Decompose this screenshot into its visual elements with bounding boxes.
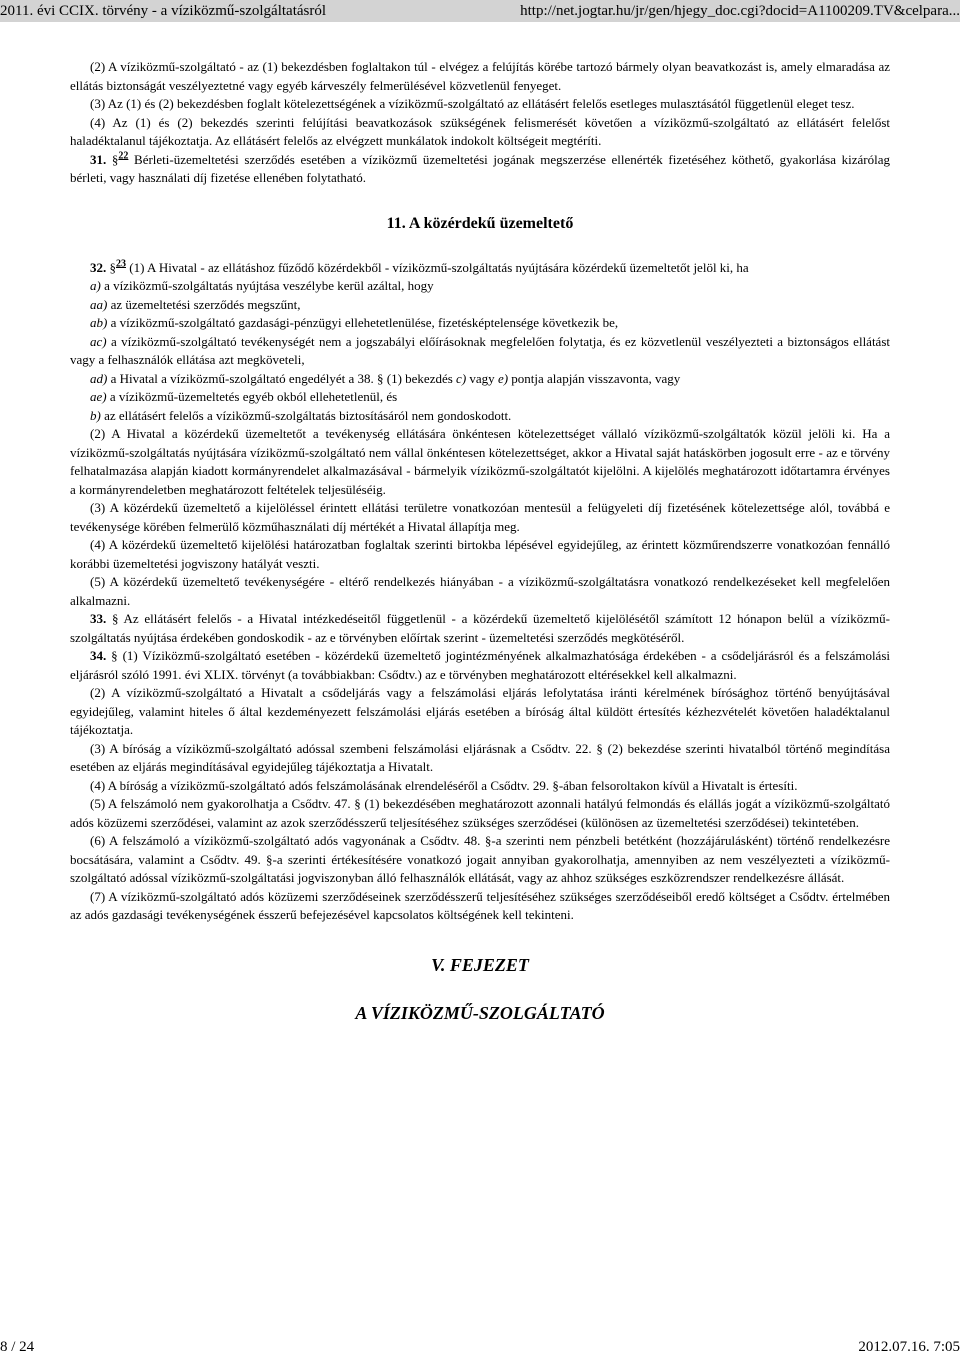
paragraph-34-2: (2) A víziközmű-szolgáltató a Hivatalt a csődeljárás vagy a felszámolási eljárás lefolytatása iránti kérelmének bírósághoz történő benyújtásával egyidejűleg, valamint hiteles ő által kezdeményezett felszámolási eljárás esetében a bíróság által küldött értesítés kézhezvételét követően haladéktalanul tájékoztatja.	[70, 685, 890, 737]
point-text: a Hivatal a víziközmű-szolgáltató engedélyét a 38. § (1) bekezdés	[107, 370, 457, 386]
section-text: Bérleti-üzemeltetési szerződés esetében a víziközmű üzemeltetési jogának megszerzése ellenérték fizetéséhez köthető, gyakorlása kizárólag bérleti, vagy használati díj fizetése ellenében folytatható.	[70, 151, 890, 185]
point-text: a víziközmű-szolgáltató gazdasági-pénzügyi ellehetetlenülése, fizetésképtelensége következik be,	[107, 315, 619, 330]
point-text: vagy	[466, 370, 498, 386]
point-text: pontja alapján visszavonta, vagy	[508, 370, 681, 386]
document-body	[70, 58, 890, 1025]
point-a	[70, 277, 890, 296]
section-33	[70, 610, 890, 647]
section-symbol: §	[109, 259, 116, 275]
section-31	[70, 151, 890, 188]
paragraph-34-3: (3) A bíróság a víziközmű-szolgáltató adóssal szembeni felszámolási eljárásnak a Csődtv. 22. § (2) bekezdése szerinti hivatalból történő megindítása esetében az eljárás megindításával egyidejűleg tájékoztatja a Hivatalt.	[70, 740, 890, 774]
section-number: 31.	[90, 151, 107, 167]
paragraph-32-4: (4) A közérdekű üzemeltető kijelölési határozatban foglaltak szerinti birtokba lépésével egyidejűleg, az érintett közműrendszerre vonatkozóan fennálló korábbi üzemeltetési jogviszony hatályát veszti.	[70, 537, 890, 571]
point-marker: ae)	[90, 389, 107, 404]
section-number: 32.	[90, 259, 107, 275]
point-marker: ad)	[90, 370, 108, 386]
section-text: § Az ellátásért felelős - a Hivatal intézkedéseitől függetlenül - a közérdekű üzemeltető kijelölésétől számított 12 hónapon belül a víziközmű-szolgáltatás nyújtása érdekében gondoskodik - az e törvényben előírtak szerint - üzemeltetési szerződés megkötéséről.	[70, 611, 890, 645]
point-ref-c: c)	[456, 370, 467, 386]
section-number: 34.	[90, 648, 107, 663]
paragraph-34-6: (6) A felszámoló a víziközmű-szolgáltató adós vagyonának a Csődtv. 48. §-a szerinti nem pénzbeli betétként (hozzájárulásként) történő rendelkezésre bocsátására, valamint a Csődtv. 49. §-a szerinti értékesítésére vonatkozó jogait annyiban gyakorolhatja, amennyiben az nem veszélyezteti a víziközmű-szolgáltató adóssal víziközmű-szolgáltatási jogviszonyban álló felhasználók ellátását, vagy az ahhoz szükséges eszközrendszer rendelkezésre állását.	[70, 833, 890, 885]
point-ref-e: e)	[497, 370, 509, 386]
chapter-title: A VÍZIKÖZMŰ-SZOLGÁLTATÓ	[355, 1002, 605, 1023]
point-marker: b)	[90, 407, 101, 423]
paragraph-32-5: (5) A közérdekű üzemeltető tevékenységére - eltérő rendelkezés hiányában - a víziközmű-szolgáltatásra vonatkozó rendelkezéseket kell megfelelően alkalmazni.	[70, 574, 890, 608]
subheading-11: 11. A közérdekű üzemeltető	[386, 214, 574, 232]
footnote-link[interactable]: 23	[116, 258, 126, 270]
point-ad	[70, 370, 890, 389]
point-text: az üzemeltetési szerződés megszűnt,	[107, 296, 301, 312]
section-34-1	[70, 647, 890, 684]
paragraph-30-3: (3) Az (1) és (2) bekezdésben foglalt kötelezettségének a víziközmű-szolgáltató az ellátásért felelős esetleges mulasztásától függetlenül eleget tesz.	[90, 96, 855, 111]
header-url: http://net.jogtar.hu/jr/gen/hjegy_doc.cgi?docid=A1100209.TV&celpara...	[520, 3, 960, 19]
section-number: 33.	[90, 611, 107, 626]
section-text: § (1) Víziközmű-szolgáltató esetében - közérdekű üzemeltető jogintézményének alkalmazhatósága érdekében - a csődeljárásról és a felszámolási eljárásról szóló 1991. évi XLIX. törvényt (a továbbiakban: Csődtv.) az e törvényben meghatározott eltérésekkel kell alkalmazni.	[70, 648, 890, 682]
page-header	[0, 0, 960, 22]
section-text: (1) A Hivatal - az ellátáshoz fűződő közérdekből - víziközmű-szolgáltatás nyújtására közérdekű üzemeltetőt jelöl ki, ha	[126, 259, 749, 275]
chapter-number: V. FEJEZET	[431, 954, 529, 975]
point-ac	[70, 333, 890, 370]
section-symbol: §	[111, 151, 119, 167]
point-ae	[70, 388, 890, 407]
page-number: 8 / 24	[0, 1339, 35, 1355]
header-document-title: 2011. évi CCIX. törvény - a víziközmű-szolgáltatásról	[0, 3, 327, 19]
point-marker: aa)	[90, 296, 108, 312]
paragraph-32-3: (3) A közérdekű üzemeltető a kijelöléssel érintett ellátási területre vonatkozóan mentesül a felügyeleti díj fizetésének kötelezettsége alól, továbbá e tevékenysége körében felmerülő közműhasználati díj mértékét a Hivatal állapítja meg.	[70, 500, 890, 534]
paragraph-30-2: (2) A víziközmű-szolgáltató - az (1) bekezdésben foglaltakon túl - elvégez a felújítás körébe tartozó bármely olyan beavatkozást is, amely elmaradása az ellátás biztonságát veszélyeztetné vagy egyéb kárveszély felmerülésével közvetlenül fenyeget.	[70, 59, 890, 93]
paragraph-34-5: (5) A felszámoló nem gyakorolhatja a Csődtv. 47. § (1) bekezdésében meghatározott azonnali hatályú felmondás és elállás jogát a víziközmű-szolgáltató adós közüzemi szerződései, valamint az azok szerződésszerű teljesítéséhez szükséges szerződései (különösen az üzemeltetési szerződései) tekintetében.	[70, 796, 890, 830]
point-b	[70, 407, 890, 426]
point-text: az ellátásért felelős a víziközmű-szolgáltatás biztosításáról nem gondoskodott.	[100, 407, 512, 423]
point-marker: ac)	[90, 333, 107, 349]
paragraph-34-7: (7) A víziközmű-szolgáltató adós közüzemi szerződéseinek szerződésszerű teljesítéséhez szükséges szerződéseiből eredő költséget a Csődtv. értelmében az adós gazdasági tevékenységének ésszerű befejezésével kapcsolatos költségének kell tekinteni.	[70, 888, 890, 922]
paragraph-34-4: (4) A bíróság a víziközmű-szolgáltató adós felszámolásának elrendeléséről a Csődtv. 29. §-ában felsoroltakon kívül a Hivatalt is értesíti.	[90, 777, 798, 793]
footnote-link[interactable]: 22	[118, 150, 129, 162]
point-marker: ab)	[90, 315, 108, 330]
point-marker: a)	[90, 278, 101, 293]
point-text: a víziközmű-szolgáltató tevékenységét nem a jogszabályi előírásoknak megfelelően folytatja, és ez közvetlenül veszélyezteti a biztonságos ellátást vagy a felhasználók ellátása azt megköveteli,	[70, 333, 890, 367]
point-ab	[70, 314, 890, 333]
point-text: a víziközmű-szolgáltatás nyújtása veszélybe kerül azáltal, hogy	[100, 278, 434, 293]
point-text: a víziközmű-üzemeltetés egyéb okból ellehetetlenül, és	[106, 389, 398, 404]
point-aa	[70, 296, 890, 315]
paragraph-30-4: (4) Az (1) és (2) bekezdés szerinti felújítási beavatkozások szükségének felismerését követően a víziközmű-szolgáltató az ellátásért felelőst haladéktalanul tájékoztatja. Az ellátásért felelős az elvégzett munkálatok indokolt költségeit megtéríti.	[70, 114, 890, 148]
section-32-1	[70, 259, 890, 278]
paragraph-32-2: (2) A Hivatal a közérdekű üzemeltetőt a tevékenység ellátására önkéntesen kötelezettséget vállaló víziközmű-szolgáltatók közül jelöli ki. Ha a víziközmű-szolgáltatás nyújtására víziközmű-szolgáltató nem vállal önkéntesen kötelezettséget, akkor a Hivatal saját hatáskörben jogosult erre - az e törvény felhatalmazása alapján kiadott kormányrendelet alkalmazásával - bármelyik víziközmű-szolgáltatót kijelölni. A kijelölés meghatározott időtartamra érvényes a kormányrendeletben meghatározott feltételek teljesüléséig.	[70, 426, 890, 497]
print-datetime: 2012.07.16. 7:05	[858, 1339, 960, 1355]
